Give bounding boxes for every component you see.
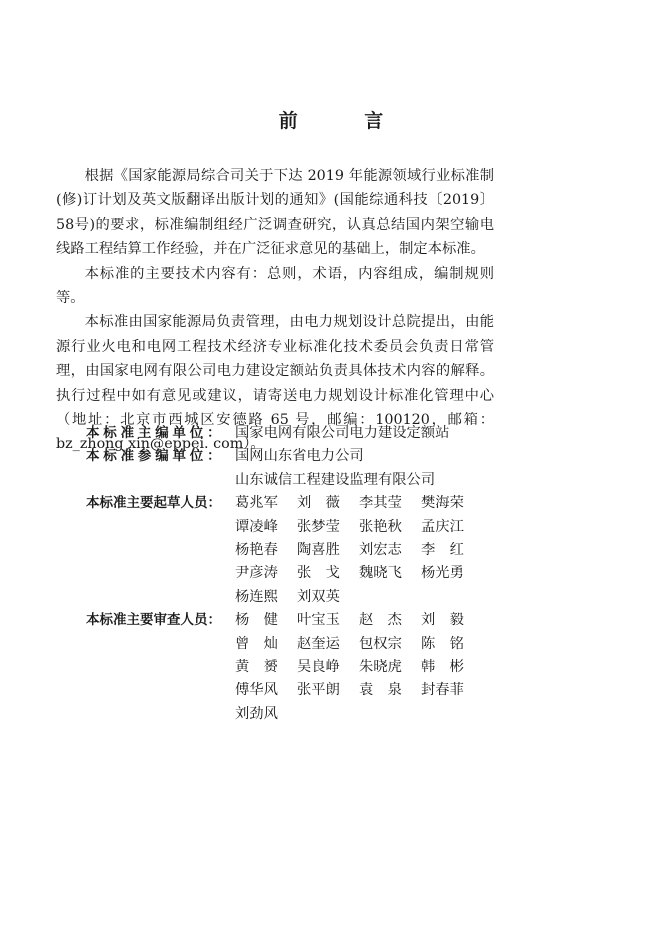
person-name: 赵奎运 xyxy=(297,635,340,652)
person-name: 张 戈 xyxy=(297,565,340,582)
person-name: 魏晓飞 xyxy=(359,565,402,582)
person-name: 刘 薇 xyxy=(297,495,340,512)
name-row xyxy=(235,679,483,702)
person-name: 陶喜胜 xyxy=(297,542,340,559)
person-name: 孟庆江 xyxy=(421,518,464,535)
person-name: 张梦莹 xyxy=(297,518,340,535)
name-row xyxy=(235,586,483,609)
name-row xyxy=(235,562,483,585)
person-name: 吴良峥 xyxy=(297,659,340,676)
name-row xyxy=(235,703,483,726)
person-name: 樊海荣 xyxy=(421,495,464,512)
name-row xyxy=(235,609,483,632)
drafters-label: 本标准主要起草人员： xyxy=(86,495,221,512)
preface-paragraph-3: 本标准由国家能源局负责管理，由电力规划设计总院提出，由能源行业火电和电网工程技术经济专业标准化技术委员会负责日常管理，由国家电网有限公司电力建设定额站负责具体技术内容的解释。执行过程中如有意见或建议，请寄送电力规划设计标准化管理中心（地址：北京市西城区安德路 65 号，邮编：100120，邮箱：bz_zhong xin@eppei. com）。 xyxy=(56,314,494,453)
person-name: 刘劲风 xyxy=(235,705,278,722)
person-name: 陈 铭 xyxy=(421,635,464,652)
person-name: 赵 杰 xyxy=(359,612,402,629)
preface-paragraph-1: 根据《国家能源局综合司关于下达 2019 年能源领域行业标准制(修)订计划及英文版翻译出版计划的通知》(国能综通科技〔2019〕58号)的要求，标准编制组经广泛调查研究，认真总结国内架空输电线路工程结算工作经验，并在广泛征求意见的基础上，制定本标准。 xyxy=(56,168,494,258)
participating-unit-group xyxy=(86,445,483,492)
person-name: 刘双英 xyxy=(297,588,340,605)
chief-unit-group xyxy=(86,422,483,445)
reviewers-label: 本标准主要审查人员： xyxy=(86,612,221,629)
person-name: 封春菲 xyxy=(421,682,464,699)
person-name: 杨艳春 xyxy=(235,542,278,559)
person-name: 张艳秋 xyxy=(359,518,402,535)
preface-body xyxy=(56,164,494,457)
person-name: 杨光勇 xyxy=(421,565,464,582)
person-name: 朱晓虎 xyxy=(359,659,402,676)
person-name: 叶宝玉 xyxy=(297,612,340,629)
person-name: 尹彦涛 xyxy=(235,565,278,582)
unit-name: 国网山东省电力公司 xyxy=(235,448,364,465)
unit-name: 国家电网有限公司电力建设定额站 xyxy=(235,425,450,441)
person-name: 袁 泉 xyxy=(359,682,402,699)
name-row xyxy=(235,492,483,515)
page-title: 前 言 xyxy=(278,110,414,132)
name-row xyxy=(235,516,483,539)
person-name: 李 红 xyxy=(421,542,464,559)
name-row xyxy=(235,539,483,562)
person-name: 刘宏志 xyxy=(359,542,402,559)
person-name: 葛兆军 xyxy=(235,495,278,512)
person-name: 刘 毅 xyxy=(421,612,464,629)
person-name: 韩 彬 xyxy=(421,659,464,676)
name-row xyxy=(235,633,483,656)
person-name: 傅华风 xyxy=(235,682,278,699)
participating-unit-label: 本标准参编单位： xyxy=(86,448,225,465)
chief-unit-names xyxy=(235,422,449,445)
drafters-group xyxy=(86,492,483,609)
chief-unit-label: 本标准主编单位： xyxy=(86,425,225,441)
person-name: 李其莹 xyxy=(359,495,402,512)
reviewers-group xyxy=(86,609,483,726)
person-name: 杨连熙 xyxy=(235,588,278,605)
name-row xyxy=(235,656,483,679)
person-name: 曾 灿 xyxy=(235,635,278,652)
unit-name: 山东诚信工程建设监理有限公司 xyxy=(235,471,436,488)
reviewers-names xyxy=(235,609,483,726)
person-name: 杨 健 xyxy=(235,612,278,629)
person-name: 包权宗 xyxy=(359,635,402,652)
participating-unit-names xyxy=(235,445,435,492)
drafters-names xyxy=(235,492,483,609)
person-name: 谭凌峰 xyxy=(235,518,278,535)
preface-paragraph-2: 本标准的主要技术内容有：总则，术语，内容组成，编制规则等。 xyxy=(56,265,494,307)
staff-list xyxy=(86,422,483,726)
person-name: 张平朗 xyxy=(297,682,340,699)
person-name: 黄 赟 xyxy=(235,659,278,676)
